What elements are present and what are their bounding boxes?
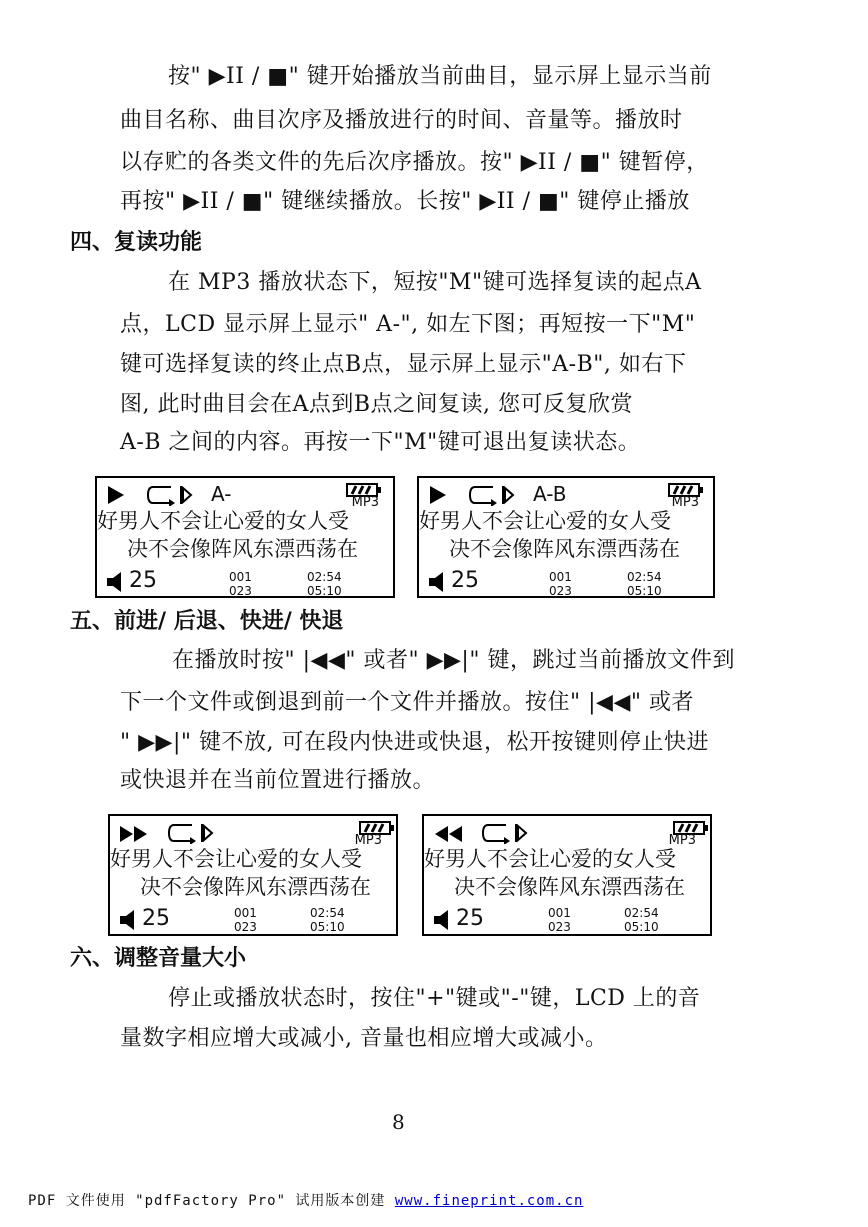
format-label: MP3 — [668, 833, 696, 848]
format-label: MP3 — [351, 495, 379, 510]
track-total: 023 — [549, 584, 572, 598]
duration-time: 05:10 — [310, 920, 345, 934]
paragraph-line: 图, 此时曲目会在A点到B点之间复读, 您可反复欣赏 — [120, 392, 634, 417]
volume-value: 25 — [129, 568, 157, 593]
paragraph-line: 以存贮的各类文件的先后次序播放。按" ▶II / ■" 键暂停， — [120, 150, 709, 175]
format-label: MP3 — [354, 833, 382, 848]
speaker-icon — [432, 908, 454, 932]
lyric-line-2: 决不会像阵风东漂西荡在 — [140, 875, 371, 899]
paragraph-line: 点，LCD 显示屏上显示" A-", 如左下图；再短按一下"M" — [120, 312, 696, 337]
paragraph-line: 下一个文件或倒退到前一个文件并播放。按住" |◀◀" 或者 — [120, 690, 694, 715]
speaker-icon — [118, 908, 140, 932]
elapsed-time: 02:54 — [307, 570, 342, 584]
repeat-icon — [482, 822, 512, 844]
paragraph-line: 按" ▶II / ■" 键开始播放当前曲目，显示屏上显示当前 — [168, 64, 712, 89]
lcd-screen-forward — [108, 814, 398, 936]
paragraph-line: 再按" ▶II / ■" 键继续播放。长按" ▶II / ■" 键停止播放 — [120, 189, 690, 214]
lyric-line-2: 决不会像阵风东漂西荡在 — [449, 537, 680, 561]
track-number: 001 — [549, 570, 572, 584]
lyric-line-1: 好男人不会让心爱的女人受 — [97, 509, 349, 533]
footer-text: PDF 文件使用 "pdfFactory Pro" 试用版本创建 — [28, 1193, 386, 1209]
play-icon — [427, 484, 449, 506]
lyric-line-2: 决不会像阵风东漂西荡在 — [454, 875, 685, 899]
lyric-line-2: 决不会像阵风东漂西荡在 — [127, 537, 358, 561]
track-total: 023 — [234, 920, 257, 934]
format-label: MP3 — [671, 495, 699, 510]
speaker-icon — [105, 570, 127, 594]
fast-forward-icon — [118, 823, 152, 845]
duration-time: 05:10 — [627, 584, 662, 598]
lcd-screen-a — [95, 476, 395, 598]
paragraph-line: 停止或播放状态时，按住"+"键或"-"键，LCD 上的音 — [168, 986, 701, 1011]
repeat-icon — [147, 484, 177, 506]
elapsed-time: 02:54 — [627, 570, 662, 584]
section-heading: 五、前进/ 后退、快进/ 快退 — [70, 609, 344, 634]
footer-link[interactable]: www.fineprint.com.cn — [394, 1193, 584, 1209]
track-mode-icon — [179, 484, 193, 506]
rewind-icon — [432, 823, 466, 845]
lcd-screen-rewind — [422, 814, 712, 936]
volume-value: 25 — [456, 906, 484, 931]
paragraph-line: 在播放时按" |◀◀" 或者" ▶▶|" 键，跳过当前播放文件到 — [172, 648, 735, 673]
paragraph-line: 在 MP3 播放状态下，短按"M"键可选择复读的起点A — [168, 270, 702, 295]
elapsed-time: 02:54 — [624, 906, 659, 920]
lyric-line-1: 好男人不会让心爱的女人受 — [424, 847, 676, 871]
lcd-screen-ab — [417, 476, 715, 598]
paragraph-line: 量数字相应增大或减小, 音量也相应增大或减小。 — [120, 1026, 608, 1051]
paragraph-line: 曲目名称、曲目次序及播放进行的时间、音量等。播放时 — [120, 108, 683, 133]
paragraph-line: A-B 之间的内容。再按一下"M"键可退出复读状态。 — [120, 430, 641, 455]
track-number: 001 — [548, 906, 571, 920]
track-number: 001 — [229, 570, 252, 584]
lyric-line-1: 好男人不会让心爱的女人受 — [419, 509, 671, 533]
paragraph-line: 或快退并在当前位置进行播放。 — [120, 768, 436, 793]
lcd-mode-label: A-B — [533, 482, 567, 506]
page-number: 8 — [392, 1110, 405, 1134]
section-heading: 四、复读功能 — [70, 230, 203, 255]
track-mode-icon — [200, 822, 214, 844]
paragraph-line: 键可选择复读的终止点B点，显示屏上显示"A-B", 如右下 — [120, 352, 687, 377]
volume-value: 25 — [142, 906, 170, 931]
track-number: 001 — [234, 906, 257, 920]
section-heading: 六、调整音量大小 — [70, 946, 247, 971]
lcd-mode-label: A- — [211, 482, 232, 506]
paragraph-line: " ▶▶|" 键不放, 可在段内快进或快退，松开按键则停止快进 — [120, 730, 709, 755]
play-icon — [105, 484, 127, 506]
footer — [28, 1192, 583, 1210]
repeat-icon — [168, 822, 198, 844]
elapsed-time: 02:54 — [310, 906, 345, 920]
speaker-icon — [427, 570, 449, 594]
duration-time: 05:10 — [624, 920, 659, 934]
track-mode-icon — [501, 484, 515, 506]
lyric-line-1: 好男人不会让心爱的女人受 — [110, 847, 362, 871]
volume-value: 25 — [451, 568, 479, 593]
track-mode-icon — [514, 822, 528, 844]
track-total: 023 — [229, 584, 252, 598]
track-total: 023 — [548, 920, 571, 934]
repeat-icon — [469, 484, 499, 506]
duration-time: 05:10 — [307, 584, 342, 598]
